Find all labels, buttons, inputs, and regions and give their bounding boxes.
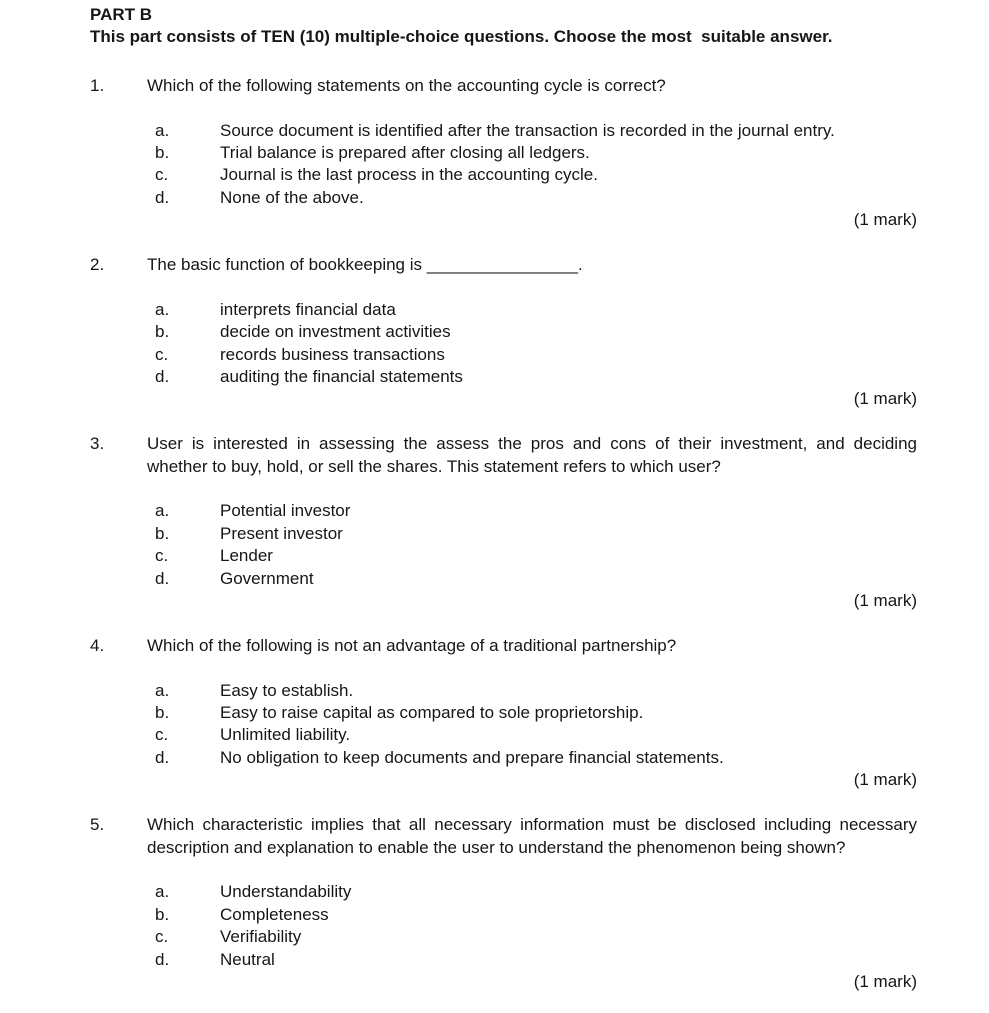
question-text: The basic function of bookkeeping is ________________.	[147, 255, 583, 275]
option-row	[155, 344, 917, 366]
question-block	[90, 254, 917, 411]
question-number: 3.	[90, 434, 105, 454]
question-number: 2.	[90, 255, 105, 275]
option-text: records business transactions	[220, 344, 445, 364]
option-text: interprets financial data	[220, 299, 396, 319]
option-letter: b.	[155, 703, 170, 723]
option-letter: a.	[155, 120, 170, 140]
option-text: Journal is the last process in the accounting cycle.	[220, 165, 598, 185]
option-letter: c.	[155, 927, 169, 947]
question-row	[90, 75, 917, 97]
option-letter: c.	[155, 725, 169, 745]
option-row	[155, 747, 917, 769]
option-row	[155, 366, 917, 388]
option-list	[155, 500, 917, 590]
question-list	[90, 75, 917, 994]
option-letter: a.	[155, 299, 170, 319]
option-row	[155, 187, 917, 209]
marks-label: (1 mark)	[853, 389, 917, 409]
marks-label: (1 mark)	[853, 971, 917, 991]
part-instruction: This part consists of TEN (10) multiple-choice questions. Choose the most suitable answer.	[90, 27, 833, 47]
option-row	[155, 299, 917, 321]
option-letter: b.	[155, 143, 170, 163]
option-text: Verifiability	[220, 927, 302, 947]
option-text: auditing the financial statements	[220, 367, 463, 387]
question-number: 4.	[90, 635, 105, 655]
option-list	[155, 120, 917, 210]
option-letter: d.	[155, 367, 170, 387]
option-letter: a.	[155, 501, 170, 521]
option-letter: d.	[155, 747, 170, 767]
question-block	[90, 75, 917, 232]
option-row	[155, 926, 917, 948]
option-letter: d.	[155, 187, 170, 207]
option-text: Source document is identified after the transaction is recorded in the journal entry.	[220, 120, 835, 140]
option-letter: d.	[155, 949, 170, 969]
option-text: Easy to establish.	[220, 680, 354, 700]
part-title: PART B	[90, 5, 153, 24]
question-block	[90, 635, 917, 792]
question-number: 1.	[90, 75, 105, 95]
option-letter: c.	[155, 546, 169, 566]
option-letter: b.	[155, 322, 170, 342]
marks-label: (1 mark)	[853, 770, 917, 790]
option-text: Unlimited liability.	[220, 725, 351, 745]
question-number: 5.	[90, 815, 105, 835]
option-text: Neutral	[220, 949, 275, 969]
option-list	[155, 299, 917, 389]
question-text: Which characteristic implies that all necessary information must be disclosed including necessary description and explanation to enable the user to understand the phenomenon being shown?	[147, 815, 917, 857]
option-text: None of the above.	[220, 187, 364, 207]
option-letter: c.	[155, 344, 169, 364]
option-text: Completeness	[220, 904, 329, 924]
option-text: Potential investor	[220, 501, 351, 521]
option-letter: a.	[155, 680, 170, 700]
question-row	[90, 814, 917, 859]
question-row	[90, 433, 917, 478]
option-row	[155, 881, 917, 903]
option-row	[155, 142, 917, 164]
question-text: Which of the following statements on the accounting cycle is correct?	[147, 75, 666, 95]
option-text: Understandability	[220, 882, 352, 902]
option-row	[155, 680, 917, 702]
question-text: Which of the following is not an advantage of a traditional partnership?	[147, 635, 677, 655]
question-row	[90, 254, 917, 276]
option-row	[155, 120, 917, 142]
question-text: User is interested in assessing the assess the pros and cons of their investment, and deciding whether to buy, hold, or sell the shares. This statement refers to which user?	[147, 434, 917, 476]
option-row	[155, 545, 917, 567]
option-text: decide on investment activities	[220, 322, 451, 342]
option-text: No obligation to keep documents and prepare financial statements.	[220, 747, 724, 767]
marks-label: (1 mark)	[853, 591, 917, 611]
option-row	[155, 904, 917, 926]
option-text: Trial balance is prepared after closing all ledgers.	[220, 143, 590, 163]
option-list	[155, 881, 917, 971]
option-row	[155, 568, 917, 590]
option-letter: b.	[155, 523, 170, 543]
question-block	[90, 814, 917, 993]
option-row	[155, 164, 917, 186]
option-row	[155, 500, 917, 522]
option-letter: b.	[155, 904, 170, 924]
option-text: Present investor	[220, 523, 343, 543]
question-row	[90, 635, 917, 657]
option-letter: d.	[155, 568, 170, 588]
option-row	[155, 702, 917, 724]
option-row	[155, 321, 917, 343]
option-list	[155, 680, 917, 770]
option-row	[155, 523, 917, 545]
marks-label: (1 mark)	[853, 210, 917, 230]
option-letter: a.	[155, 882, 170, 902]
option-text: Easy to raise capital as compared to sole proprietorship.	[220, 703, 644, 723]
option-letter: c.	[155, 165, 169, 185]
question-block	[90, 433, 917, 612]
option-text: Lender	[220, 546, 273, 566]
option-row	[155, 724, 917, 746]
option-row	[155, 949, 917, 971]
option-text: Government	[220, 568, 314, 588]
